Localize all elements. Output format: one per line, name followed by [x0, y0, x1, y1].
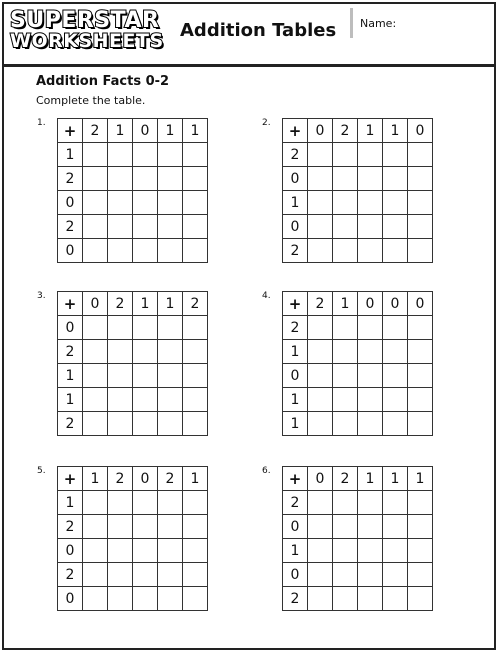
addition-table-6 [262, 466, 433, 611]
left-addend: 0 [58, 539, 83, 563]
answer-cell[interactable] [408, 143, 433, 167]
answer-cell[interactable] [108, 215, 133, 239]
answer-cell[interactable] [383, 539, 408, 563]
left-addend: 2 [283, 491, 308, 515]
top-addend: 1 [383, 467, 408, 491]
answer-cell[interactable] [333, 364, 358, 388]
left-addend: 2 [58, 515, 83, 539]
answer-cell[interactable] [83, 587, 108, 611]
answer-cell[interactable] [358, 239, 383, 263]
answer-cell[interactable] [408, 539, 433, 563]
header-rule [2, 64, 496, 67]
table-row [58, 239, 208, 263]
answer-cell[interactable] [183, 388, 208, 412]
answer-cell[interactable] [333, 587, 358, 611]
answer-cell[interactable] [408, 191, 433, 215]
left-addend: 0 [283, 364, 308, 388]
answer-cell[interactable] [133, 563, 158, 587]
answer-cell[interactable] [183, 491, 208, 515]
top-addend: 1 [183, 467, 208, 491]
top-addend: 2 [158, 467, 183, 491]
table-row [58, 491, 208, 515]
answer-cell[interactable] [108, 539, 133, 563]
answer-cell[interactable] [408, 388, 433, 412]
table-row [283, 143, 433, 167]
table-row [58, 143, 208, 167]
left-addend: 0 [58, 239, 83, 263]
answer-cell[interactable] [408, 563, 433, 587]
answer-cell[interactable] [308, 191, 333, 215]
answer-cell[interactable] [308, 316, 333, 340]
answer-cell[interactable] [133, 539, 158, 563]
answer-cell[interactable] [83, 364, 108, 388]
answer-cell[interactable] [333, 515, 358, 539]
answer-cell[interactable] [358, 364, 383, 388]
table-row [283, 491, 433, 515]
answer-cell[interactable] [183, 191, 208, 215]
answer-cell[interactable] [358, 340, 383, 364]
answer-cell[interactable] [408, 167, 433, 191]
answer-cell[interactable] [133, 587, 158, 611]
answer-cell[interactable] [383, 412, 408, 436]
answer-cell[interactable] [108, 515, 133, 539]
answer-cell[interactable] [158, 215, 183, 239]
answer-cell[interactable] [183, 143, 208, 167]
answer-cell[interactable] [383, 491, 408, 515]
top-addend: 0 [308, 119, 333, 143]
addition-grid [282, 291, 433, 436]
table-row [283, 412, 433, 436]
answer-cell[interactable] [108, 388, 133, 412]
top-addend: 2 [108, 467, 133, 491]
top-addend: 0 [133, 467, 158, 491]
answer-cell[interactable] [308, 340, 333, 364]
answer-cell[interactable] [158, 563, 183, 587]
top-addend: 1 [158, 292, 183, 316]
left-addend: 1 [283, 539, 308, 563]
answer-cell[interactable] [133, 340, 158, 364]
header-row [283, 119, 433, 143]
answer-cell[interactable] [358, 491, 383, 515]
answer-cell[interactable] [383, 388, 408, 412]
answer-cell[interactable] [358, 215, 383, 239]
answer-cell[interactable] [383, 587, 408, 611]
answer-cell[interactable] [108, 316, 133, 340]
problem-number: 6. [262, 466, 271, 476]
answer-cell[interactable] [383, 340, 408, 364]
plus-sign: + [283, 119, 308, 143]
answer-cell[interactable] [308, 239, 333, 263]
plus-sign: + [58, 467, 83, 491]
answer-cell[interactable] [408, 412, 433, 436]
table-row [283, 215, 433, 239]
left-addend: 0 [58, 316, 83, 340]
plus-sign: + [283, 292, 308, 316]
answer-cell[interactable] [158, 388, 183, 412]
answer-cell[interactable] [183, 563, 208, 587]
answer-cell[interactable] [183, 587, 208, 611]
answer-cell[interactable] [358, 412, 383, 436]
answer-cell[interactable] [333, 412, 358, 436]
left-addend: 1 [58, 491, 83, 515]
answer-cell[interactable] [358, 587, 383, 611]
answer-cell[interactable] [133, 215, 158, 239]
answer-cell[interactable] [358, 316, 383, 340]
top-addend: 0 [83, 292, 108, 316]
table-row [58, 563, 208, 587]
answer-cell[interactable] [183, 515, 208, 539]
answer-cell[interactable] [383, 316, 408, 340]
table-row [58, 340, 208, 364]
addition-table-5 [37, 466, 208, 611]
answer-cell[interactable] [308, 412, 333, 436]
addition-grid [57, 291, 208, 436]
answer-cell[interactable] [383, 167, 408, 191]
table-row [58, 388, 208, 412]
answer-cell[interactable] [133, 388, 158, 412]
left-addend: 2 [58, 215, 83, 239]
answer-cell[interactable] [333, 563, 358, 587]
name-divider [350, 8, 353, 38]
answer-cell[interactable] [133, 191, 158, 215]
answer-cell[interactable] [333, 539, 358, 563]
answer-cell[interactable] [158, 191, 183, 215]
answer-cell[interactable] [158, 539, 183, 563]
answer-cell[interactable] [108, 340, 133, 364]
left-addend: 0 [58, 587, 83, 611]
left-addend: 0 [283, 167, 308, 191]
top-addend: 1 [408, 467, 433, 491]
answer-cell[interactable] [383, 563, 408, 587]
problem-number: 1. [37, 118, 46, 128]
answer-cell[interactable] [108, 412, 133, 436]
top-addend: 1 [358, 467, 383, 491]
answer-cell[interactable] [333, 316, 358, 340]
table-row [283, 316, 433, 340]
answer-cell[interactable] [408, 491, 433, 515]
left-addend: 2 [58, 412, 83, 436]
top-addend: 0 [408, 119, 433, 143]
table-row [283, 539, 433, 563]
problem-number: 3. [37, 291, 46, 301]
answer-cell[interactable] [133, 515, 158, 539]
answer-cell[interactable] [333, 167, 358, 191]
left-addend: 0 [58, 191, 83, 215]
answer-cell[interactable] [333, 191, 358, 215]
answer-cell[interactable] [408, 515, 433, 539]
answer-cell[interactable] [308, 167, 333, 191]
answer-cell[interactable] [158, 143, 183, 167]
addition-table-4 [262, 291, 433, 436]
addition-grid [57, 118, 208, 263]
answer-cell[interactable] [108, 239, 133, 263]
top-addend: 2 [333, 467, 358, 491]
left-addend: 2 [58, 340, 83, 364]
addition-grid [282, 118, 433, 263]
answer-cell[interactable] [83, 491, 108, 515]
answer-cell[interactable] [333, 143, 358, 167]
answer-cell[interactable] [108, 563, 133, 587]
answer-cell[interactable] [333, 239, 358, 263]
problem-number: 4. [262, 291, 271, 301]
table-row [283, 191, 433, 215]
name-label: Name: [360, 17, 397, 30]
table-row [283, 388, 433, 412]
answer-cell[interactable] [83, 388, 108, 412]
table-row [58, 539, 208, 563]
table-row [283, 239, 433, 263]
answer-cell[interactable] [308, 491, 333, 515]
top-addend: 1 [158, 119, 183, 143]
answer-cell[interactable] [158, 515, 183, 539]
instructions: Complete the table. [36, 94, 146, 107]
header-row [58, 467, 208, 491]
top-addend: 1 [383, 119, 408, 143]
answer-cell[interactable] [383, 215, 408, 239]
answer-cell[interactable] [158, 167, 183, 191]
table-row [283, 515, 433, 539]
answer-cell[interactable] [83, 340, 108, 364]
answer-cell[interactable] [308, 388, 333, 412]
answer-cell[interactable] [183, 316, 208, 340]
answer-cell[interactable] [183, 539, 208, 563]
answer-cell[interactable] [383, 239, 408, 263]
top-addend: 0 [383, 292, 408, 316]
top-addend: 1 [133, 292, 158, 316]
answer-cell[interactable] [408, 316, 433, 340]
answer-cell[interactable] [408, 340, 433, 364]
header-row [58, 292, 208, 316]
problem-number: 5. [37, 466, 46, 476]
superstar-logo [10, 8, 164, 56]
top-addend: 2 [183, 292, 208, 316]
answer-cell[interactable] [358, 515, 383, 539]
table-row [58, 316, 208, 340]
answer-cell[interactable] [108, 143, 133, 167]
answer-cell[interactable] [308, 515, 333, 539]
problem-number: 2. [262, 118, 271, 128]
answer-cell[interactable] [333, 491, 358, 515]
table-row [58, 215, 208, 239]
answer-cell[interactable] [383, 515, 408, 539]
addition-table-1 [37, 118, 208, 263]
answer-cell[interactable] [383, 143, 408, 167]
top-addend: 2 [108, 292, 133, 316]
header-row [58, 119, 208, 143]
answer-cell[interactable] [183, 239, 208, 263]
left-addend: 2 [283, 587, 308, 611]
answer-cell[interactable] [358, 167, 383, 191]
answer-cell[interactable] [83, 515, 108, 539]
answer-cell[interactable] [158, 491, 183, 515]
table-row [283, 563, 433, 587]
top-addend: 2 [83, 119, 108, 143]
top-addend: 0 [358, 292, 383, 316]
table-row [58, 364, 208, 388]
header-row [283, 292, 433, 316]
answer-cell[interactable] [133, 239, 158, 263]
plus-sign: + [58, 292, 83, 316]
answer-cell[interactable] [183, 167, 208, 191]
addition-grid [57, 466, 208, 611]
answer-cell[interactable] [83, 143, 108, 167]
answer-cell[interactable] [83, 167, 108, 191]
left-addend: 1 [283, 191, 308, 215]
answer-cell[interactable] [333, 340, 358, 364]
answer-cell[interactable] [108, 491, 133, 515]
top-addend: 1 [333, 292, 358, 316]
addition-grid [282, 466, 433, 611]
top-addend: 1 [183, 119, 208, 143]
answer-cell[interactable] [308, 587, 333, 611]
answer-cell[interactable] [183, 364, 208, 388]
answer-cell[interactable] [183, 215, 208, 239]
left-addend: 1 [283, 340, 308, 364]
answer-cell[interactable] [158, 316, 183, 340]
answer-cell[interactable] [158, 364, 183, 388]
answer-cell[interactable] [108, 191, 133, 215]
answer-cell[interactable] [358, 143, 383, 167]
answer-cell[interactable] [133, 167, 158, 191]
left-addend: 2 [58, 167, 83, 191]
logo-line-2: WORKSHEETS [10, 30, 164, 52]
top-addend: 2 [308, 292, 333, 316]
answer-cell[interactable] [83, 215, 108, 239]
answer-cell[interactable] [408, 364, 433, 388]
left-addend: 2 [58, 563, 83, 587]
logo-line-1: SUPERSTAR [10, 8, 160, 33]
answer-cell[interactable] [183, 412, 208, 436]
answer-cell[interactable] [383, 364, 408, 388]
table-row [283, 364, 433, 388]
addition-table-3 [37, 291, 208, 436]
answer-cell[interactable] [133, 491, 158, 515]
left-addend: 2 [283, 143, 308, 167]
answer-cell[interactable] [358, 388, 383, 412]
answer-cell[interactable] [158, 340, 183, 364]
plus-sign: + [58, 119, 83, 143]
left-addend: 0 [283, 563, 308, 587]
answer-cell[interactable] [83, 412, 108, 436]
answer-cell[interactable] [408, 215, 433, 239]
table-row [58, 191, 208, 215]
left-addend: 1 [58, 364, 83, 388]
table-row [58, 167, 208, 191]
answer-cell[interactable] [308, 539, 333, 563]
answer-cell[interactable] [358, 191, 383, 215]
answer-cell[interactable] [308, 143, 333, 167]
answer-cell[interactable] [133, 316, 158, 340]
top-addend: 0 [133, 119, 158, 143]
answer-cell[interactable] [358, 539, 383, 563]
answer-cell[interactable] [83, 539, 108, 563]
answer-cell[interactable] [383, 191, 408, 215]
answer-cell[interactable] [108, 364, 133, 388]
top-addend: 0 [408, 292, 433, 316]
table-row [58, 587, 208, 611]
section-title: Addition Facts 0-2 [36, 74, 170, 89]
answer-cell[interactable] [83, 191, 108, 215]
answer-cell[interactable] [408, 239, 433, 263]
left-addend: 1 [283, 412, 308, 436]
top-addend: 1 [83, 467, 108, 491]
table-row [283, 587, 433, 611]
worksheet-title: Addition Tables [180, 20, 337, 41]
addition-table-2 [262, 118, 433, 263]
plus-sign: + [283, 467, 308, 491]
answer-cell[interactable] [308, 364, 333, 388]
answer-cell[interactable] [158, 587, 183, 611]
top-addend: 1 [108, 119, 133, 143]
answer-cell[interactable] [133, 364, 158, 388]
answer-cell[interactable] [108, 587, 133, 611]
answer-cell[interactable] [333, 215, 358, 239]
answer-cell[interactable] [133, 143, 158, 167]
left-addend: 1 [58, 143, 83, 167]
answer-cell[interactable] [83, 239, 108, 263]
table-row [58, 515, 208, 539]
left-addend: 2 [283, 239, 308, 263]
answer-cell[interactable] [308, 563, 333, 587]
left-addend: 0 [283, 215, 308, 239]
answer-cell[interactable] [358, 563, 383, 587]
left-addend: 2 [283, 316, 308, 340]
answer-cell[interactable] [133, 412, 158, 436]
top-addend: 2 [333, 119, 358, 143]
table-row [283, 340, 433, 364]
worksheet-header [0, 0, 496, 64]
answer-cell[interactable] [183, 340, 208, 364]
answer-cell[interactable] [83, 316, 108, 340]
table-row [283, 167, 433, 191]
answer-cell[interactable] [308, 215, 333, 239]
table-row [58, 412, 208, 436]
answer-cell[interactable] [408, 587, 433, 611]
left-addend: 1 [58, 388, 83, 412]
answer-cell[interactable] [158, 412, 183, 436]
answer-cell[interactable] [83, 563, 108, 587]
answer-cell[interactable] [108, 167, 133, 191]
top-addend: 1 [358, 119, 383, 143]
header-row [283, 467, 433, 491]
left-addend: 0 [283, 515, 308, 539]
answer-cell[interactable] [333, 388, 358, 412]
answer-cell[interactable] [158, 239, 183, 263]
left-addend: 1 [283, 388, 308, 412]
top-addend: 0 [308, 467, 333, 491]
